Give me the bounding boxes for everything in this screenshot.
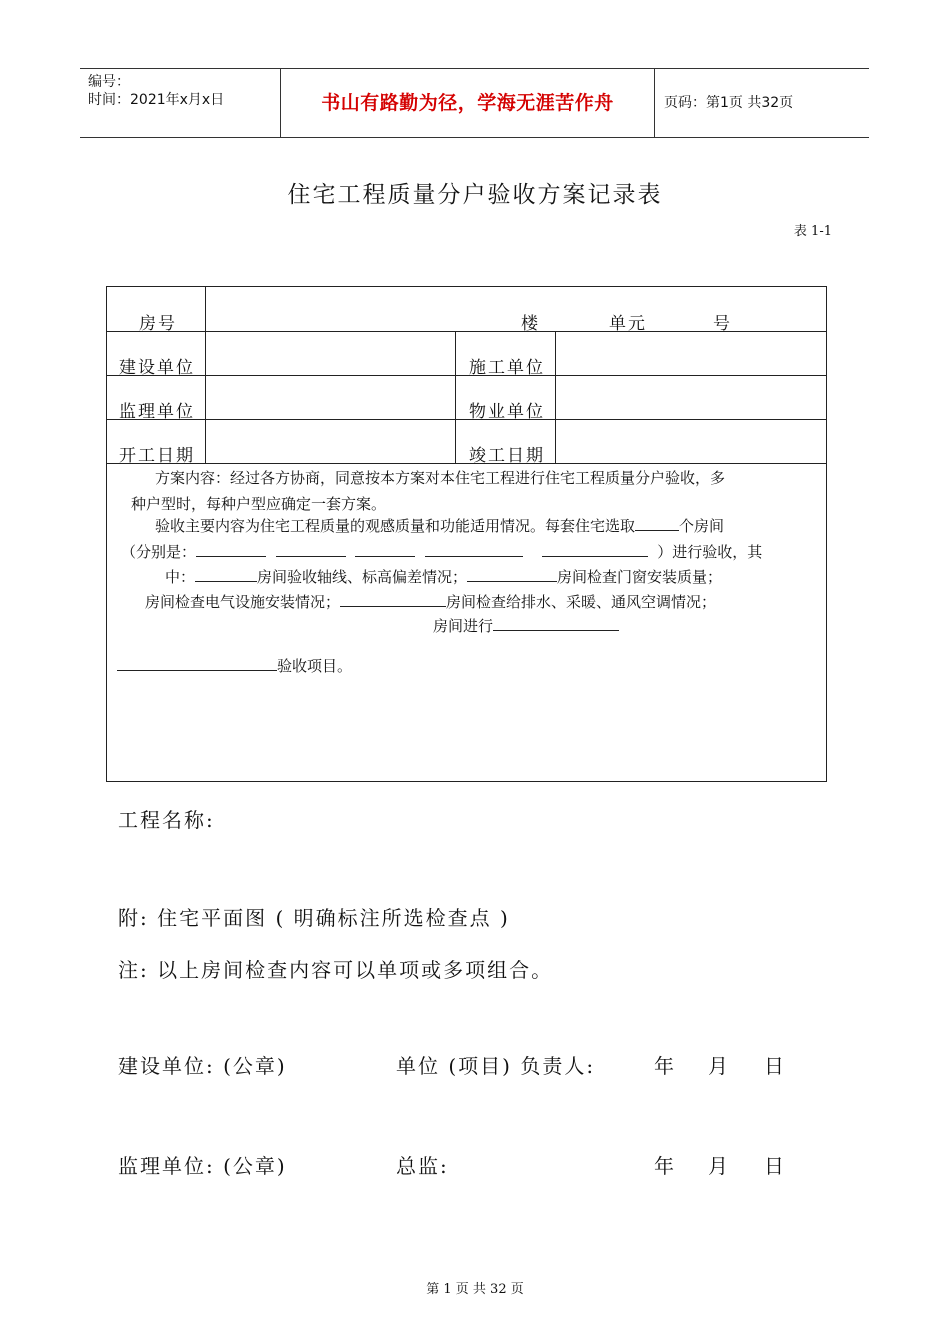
acceptance-line4-plumbing: 房间检查给排水、采暖、通风空调情况；	[446, 593, 717, 611]
room-blank[interactable]	[425, 542, 523, 557]
project-leader-label: 单位 (项目) 负责人:	[396, 1054, 596, 1078]
unit-label: 单元	[609, 314, 647, 334]
time-label: 时间：2021年x月x日	[88, 92, 225, 108]
start-date-label: 开工日期	[119, 446, 195, 466]
header-motto-cell	[280, 69, 655, 137]
form-row-line	[107, 463, 826, 464]
supervision-seal-label: 监理单位: (公章)	[118, 1154, 287, 1178]
acceptance-form	[106, 286, 827, 782]
axis-room-blank[interactable]	[195, 567, 257, 582]
sign2-month: 月	[708, 1154, 730, 1178]
header-info-cell	[80, 69, 280, 137]
acceptance-line6-text: 验收项目。	[277, 657, 353, 675]
acceptance-line3-window: 房间检查门窗安装质量；	[557, 568, 723, 586]
acceptance-line2-suffix: ）进行验收，其	[657, 543, 763, 561]
sign1-month: 月	[708, 1054, 730, 1078]
sign1-year: 年	[654, 1054, 676, 1078]
completion-date-label: 竣工日期	[469, 446, 545, 466]
acceptance-line1	[155, 513, 724, 539]
room-label: 房号	[139, 314, 177, 334]
attachment-note: 附: 住宅平面图 ( 明确标注所选检查点 )	[118, 906, 510, 930]
page-code: 页码：第1页 共32页	[664, 95, 794, 111]
plan-content-line1: 方案内容：经过各方协商，同意按本方案对本住宅工程进行住宅工程质量分户验收，多	[155, 469, 726, 487]
project-name-label: 工程名称:	[118, 808, 215, 832]
acceptance-line4-electric: 房间检查电气设施安装情况；	[145, 593, 341, 611]
room-blank[interactable]	[355, 542, 415, 557]
acceptance-line1-suffix: 个房间	[679, 517, 725, 535]
acceptance-items-blank[interactable]	[117, 656, 277, 671]
number-label: 编号：	[88, 74, 130, 90]
room-blank[interactable]	[542, 542, 648, 557]
acceptance-line5-text: 房间进行	[433, 617, 494, 635]
acceptance-line4	[145, 589, 716, 615]
sign2-day: 日	[764, 1154, 786, 1178]
form-col-line	[555, 331, 556, 463]
header-page-cell	[654, 69, 869, 137]
table-number: 表 1-1	[793, 224, 832, 239]
acceptance-line3	[165, 564, 722, 590]
page-footer: 第 1 页 共 32 页	[426, 1282, 524, 1297]
sign2-year: 年	[654, 1154, 676, 1178]
page-title: 住宅工程质量分户验收方案记录表	[287, 182, 663, 208]
form-row-line	[107, 419, 826, 420]
room-count-blank[interactable]	[635, 516, 679, 531]
number-label-room: 号	[713, 314, 732, 334]
combination-note: 注: 以上房间检查内容可以单项或多项组合。	[118, 958, 554, 982]
room-blank[interactable]	[276, 542, 346, 557]
sign1-day: 日	[764, 1054, 786, 1078]
form-col-line	[455, 331, 456, 463]
form-row-line	[107, 375, 826, 376]
acceptance-line6	[117, 653, 352, 679]
chief-supervisor-label: 总监:	[396, 1154, 449, 1178]
supervision-unit-label: 监理单位	[119, 402, 195, 422]
form-col-line	[205, 287, 206, 463]
plumbing-room-blank[interactable]	[340, 592, 446, 607]
building-label: 楼	[521, 314, 540, 334]
contractor-label: 施工单位	[469, 358, 545, 378]
construction-unit-label: 建设单位	[119, 358, 195, 378]
acceptance-line1-text: 验收主要内容为住宅工程质量的观感质量和功能适用情况。每套住宅选取	[155, 517, 636, 535]
acceptance-line2	[121, 539, 762, 565]
acceptance-line3-axis: 房间验收轴线、标高偏差情况；	[257, 568, 468, 586]
document-header	[80, 68, 869, 138]
property-unit-label: 物业单位	[469, 402, 545, 422]
acceptance-line5	[433, 613, 619, 639]
plan-content-line2: 种户型时，每种户型应确定一套方案。	[131, 495, 387, 513]
other-room-blank[interactable]	[493, 616, 619, 631]
construction-seal-label: 建设单位: (公章)	[118, 1054, 287, 1078]
acceptance-line3-prefix: 中：	[165, 568, 196, 586]
acceptance-line2-prefix: （分别是：	[121, 543, 197, 561]
room-blank[interactable]	[196, 542, 266, 557]
window-room-blank[interactable]	[467, 567, 557, 582]
motto: 书山有路勤为径，学海无涯苦作舟	[321, 92, 614, 114]
